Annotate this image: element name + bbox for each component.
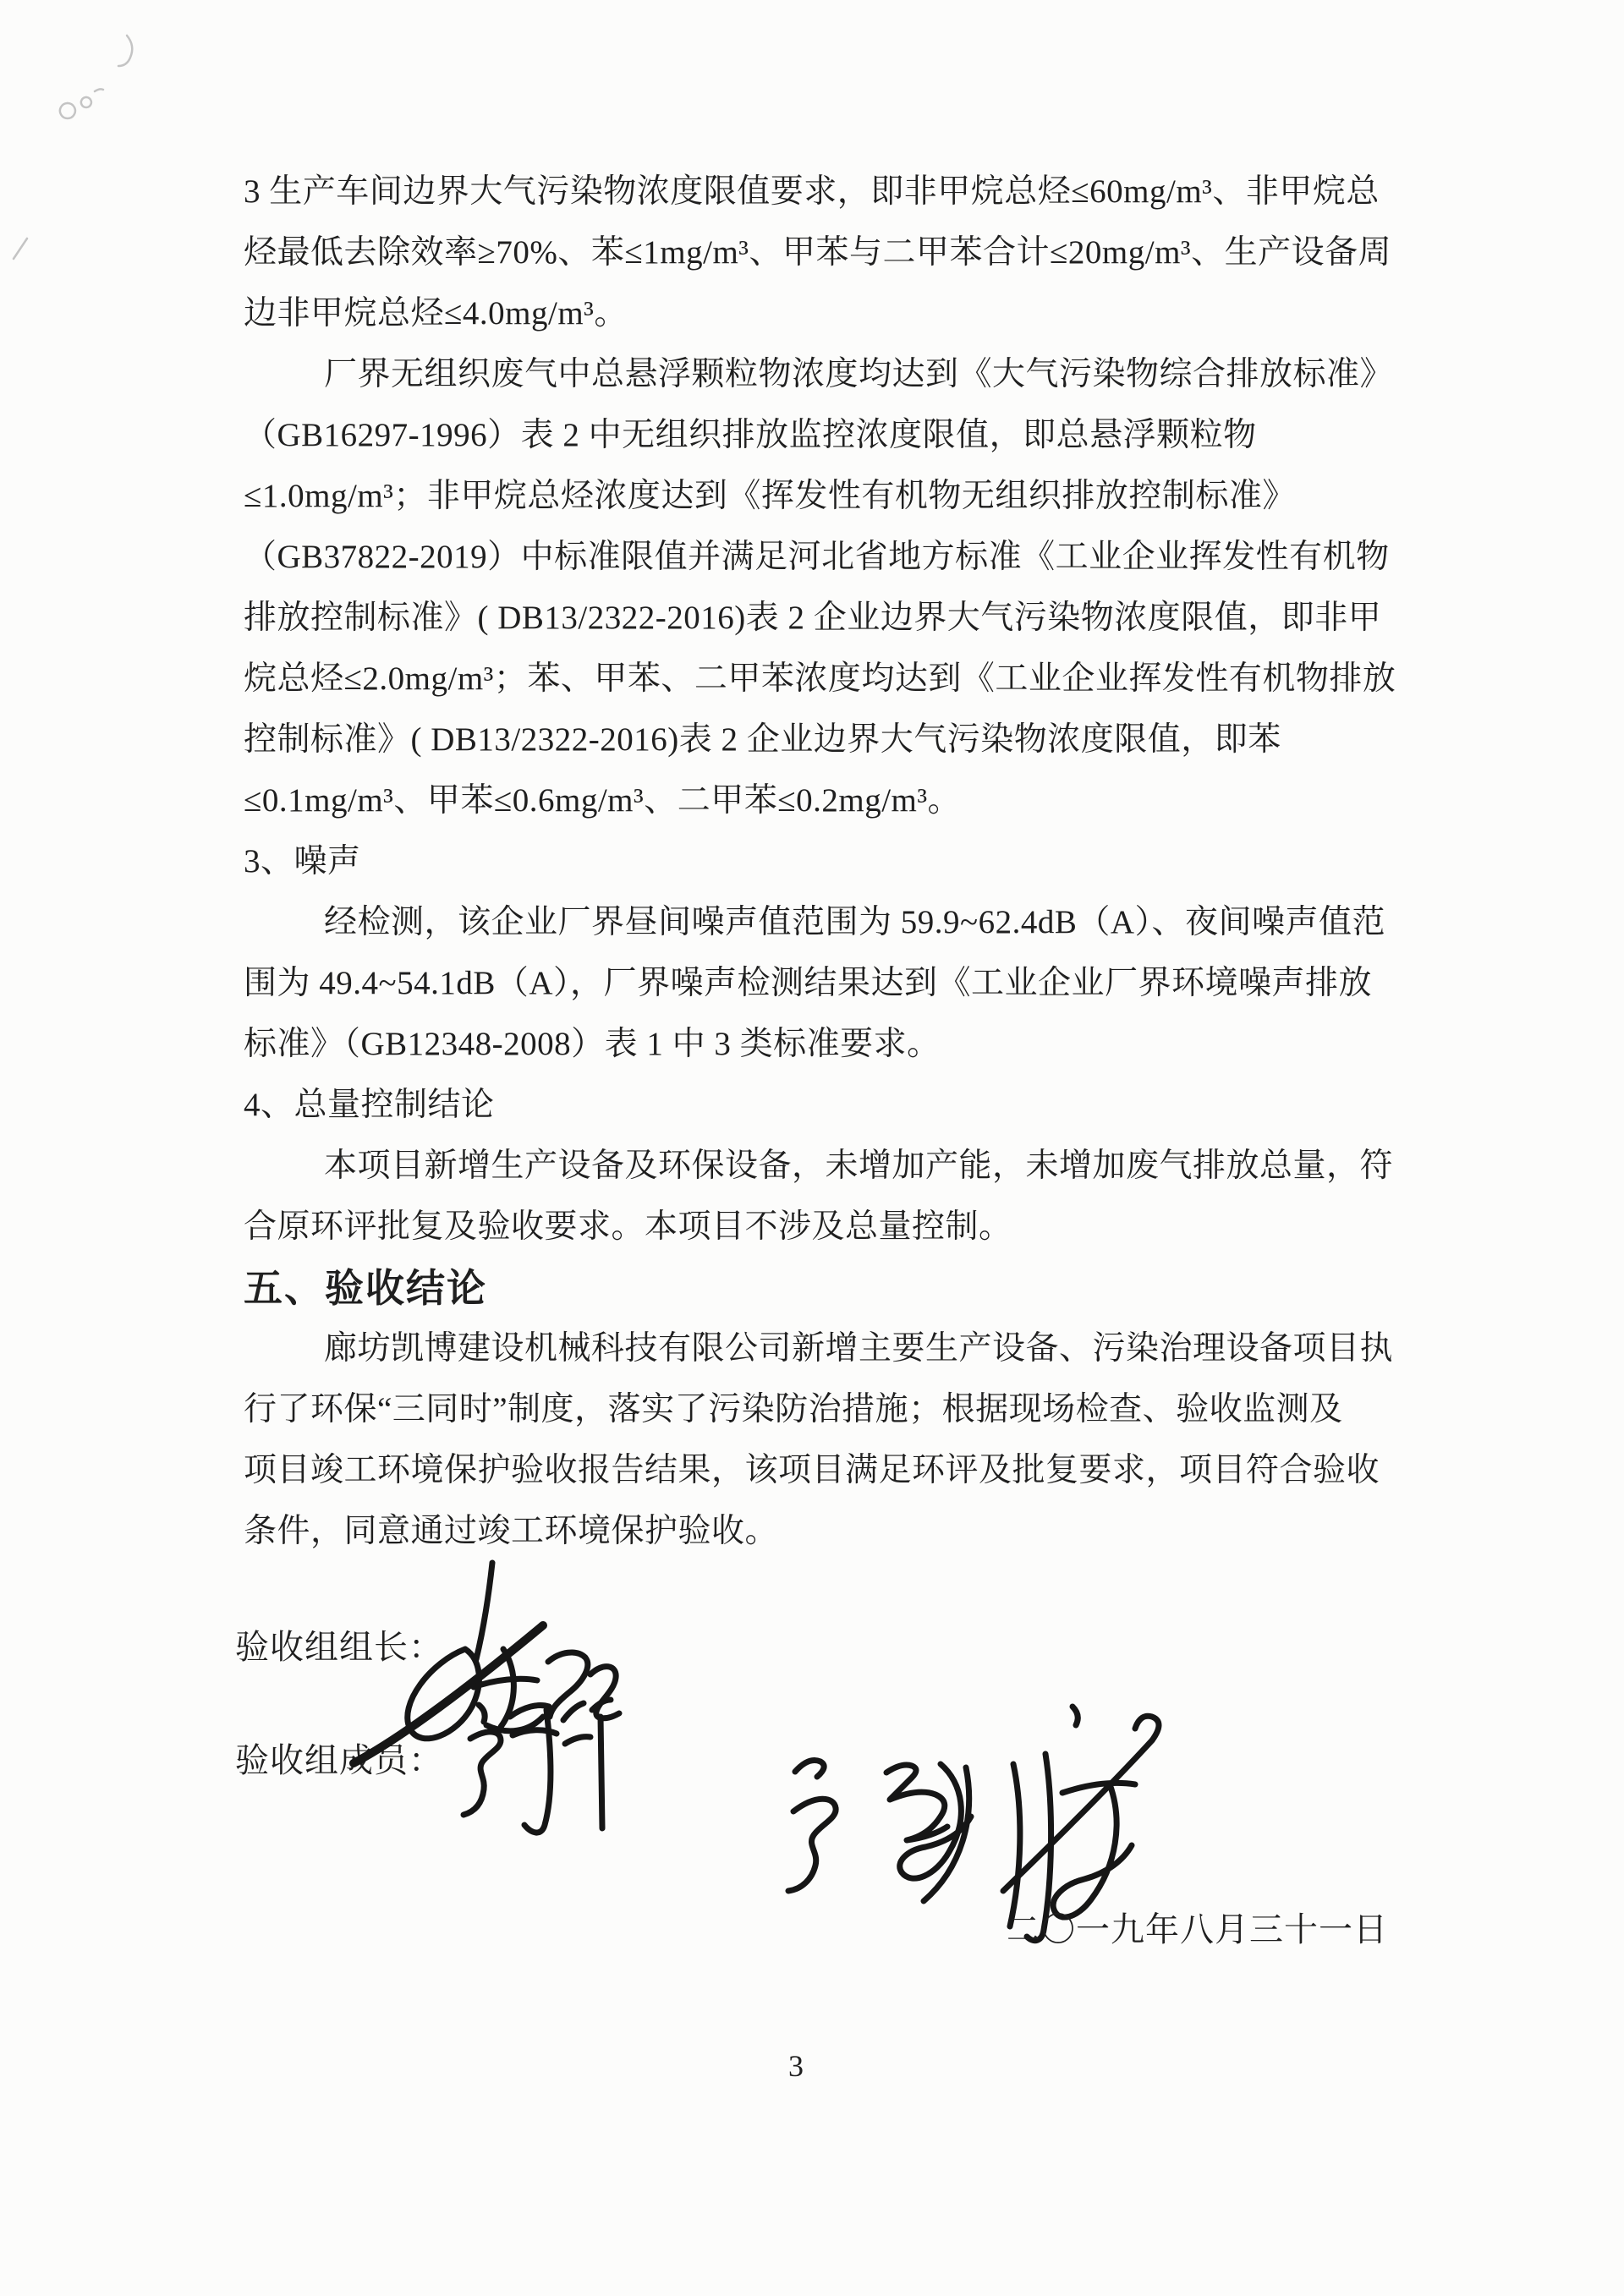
document-body [244,162,1398,1562]
text-line: （GB37822-2019）中标准限值并满足河北省地方标准《工业企业挥发性有机物 [244,539,1390,575]
page-number: 3 [788,2049,804,2083]
text-line: 烃最低去除效率≥70%、苯≤1mg/m³、甲苯与二甲苯合计≤20mg/m³、生产设备周 [244,234,1392,271]
text-line: ≤1.0mg/m³；非甲烷总烃浓度达到《挥发性有机物无组织排放控制标准》 [244,478,1296,514]
text-line: 条件，同意通过竣工环境保护验收。 [244,1513,779,1549]
text-line: （GB16297-1996）表 2 中无组织排放监控浓度限值，即总悬浮颗粒物 [244,417,1257,453]
text-line: 行了环保“三同时”制度，落实了污染防治措施；根据现场检查、验收监测及 [244,1391,1343,1427]
text-line: 廊坊凯博建设机械科技有限公司新增主要生产设备、污染治理设备项目执 [324,1330,1394,1367]
text-line: 合原环评批复及验收要求。本项目不涉及总量控制。 [244,1208,1012,1245]
text-line: 本项目新增生产设备及环保设备，未增加产能，未增加废气排放总量，符 [324,1148,1394,1184]
section-5-acceptance-conclusion-heading: 五、验收结论 [244,1266,487,1310]
text-line: 排放控制标准》( DB13/2322-2016)表 2 企业边界大气污染物浓度限值，即非甲 [244,600,1382,636]
text-line: 项目竣工环境保护验收报告结果，该项目满足环评及批复要求，项目符合验收 [244,1452,1380,1488]
member-signature-2 [788,1761,971,1902]
acceptance-group-members-label: 验收组成员： [235,1741,443,1779]
text-line: 经检测，该企业厂界昼间噪声值范围为 59.9~62.4dB（A）、夜间噪声值范 [324,904,1386,940]
text-line: 3 生产车间边界大气污染物浓度限值要求，即非甲烷总烃≤60mg/m³、非甲烷总 [244,173,1380,210]
text-line: 围为 49.4~54.1dB（A），厂界噪声检测结果达到《工业企业厂界环境噪声排放 [244,965,1373,1001]
section-3-noise-heading: 3、噪声 [244,843,361,879]
text-line: 烷总烃≤2.0mg/m³；苯、甲苯、二甲苯浓度均达到《工业企业挥发性有机物排放 [244,660,1396,697]
text-line: 边非甲烷总烃≤4.0mg/m³。 [244,295,628,332]
acceptance-group-leader-label: 验收组组长： [235,1628,443,1666]
section-4-total-control-heading: 4、总量控制结论 [244,1087,495,1123]
text-line: 标准》（GB12348-2008）表 1 中 3 类标准要求。 [244,1026,941,1062]
text-line: 控制标准》( DB13/2322-2016)表 2 企业边界大气污染物浓度限值，即苯 [244,721,1281,758]
member-signature-3 [1003,1707,1159,1941]
text-line: 厂界无组织废气中总悬浮颗粒物浓度均达到《大气污染物综合排放标准》 [324,356,1394,392]
text-line: ≤0.1mg/m³、甲苯≤0.6mg/m³、二甲苯≤0.2mg/m³。 [244,782,962,819]
document-date: 二〇一九年八月三十一日 [1007,1910,1388,1948]
